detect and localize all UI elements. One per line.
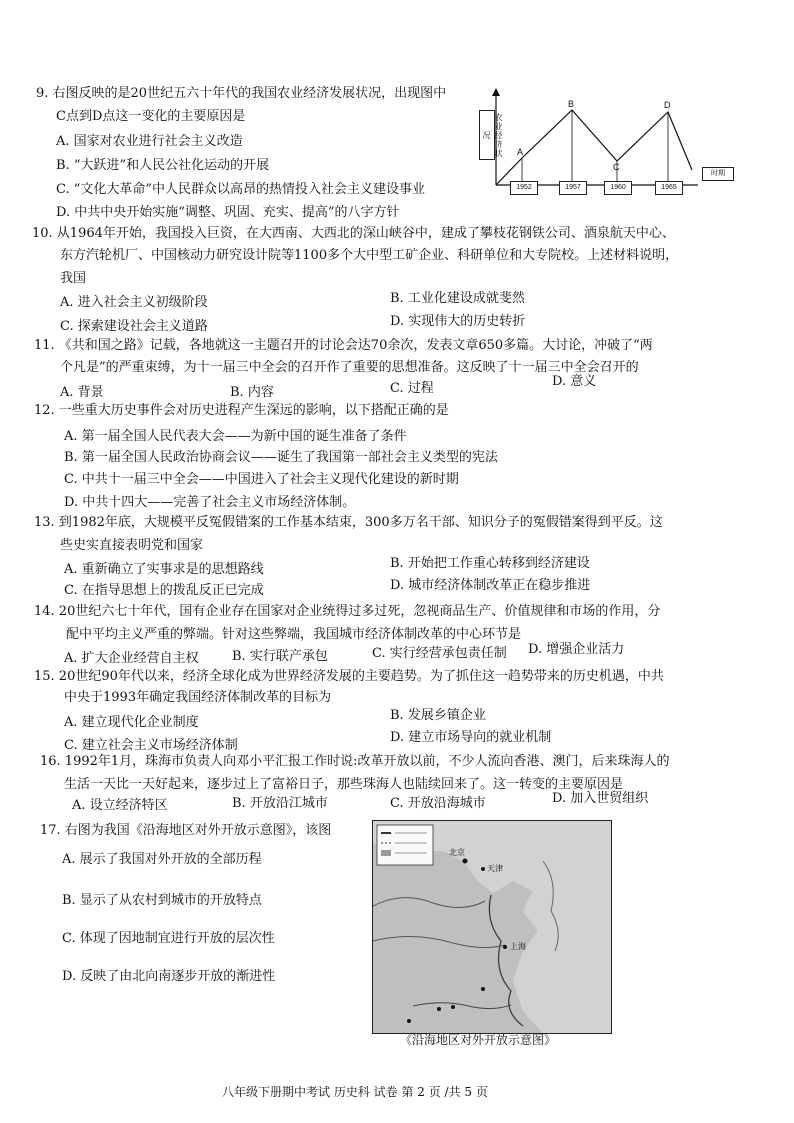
map-caption: 《沿海地区对外开放示意图》 bbox=[400, 1033, 557, 1047]
q14-option-b: B. 实行联产承包 bbox=[232, 649, 328, 664]
year-1952: 1952 bbox=[510, 181, 538, 195]
shenzhen-dot bbox=[451, 1005, 455, 1009]
q15-stem-line2: 中央于1993年确定我国经济体制改革的目标为 bbox=[64, 690, 332, 705]
map-legend bbox=[377, 825, 433, 865]
q11-stem-line1: 11. 《共和国之路》记载，各地就这一主题召开的讨论会达70余次，发表文章650多篇。大讨论，冲破了“两 bbox=[34, 338, 653, 353]
q9-stem-line1: 9. 右图反映的是20世纪五六十年代的我国农业经济发展状况，出现图中 bbox=[36, 86, 447, 101]
q16-stem-line2: 生活一天比一天好起来，逐步过上了富裕日子，那些珠海人也陆续回来了。这一转变的主要原因是 bbox=[64, 777, 624, 792]
y-axis-label: 农业经济状况 bbox=[482, 112, 503, 158]
q15-option-b: B. 发展乡镇企业 bbox=[390, 708, 486, 723]
legend-swatch bbox=[381, 850, 391, 856]
y-axis-arrow bbox=[492, 88, 500, 96]
map-svg bbox=[373, 821, 611, 1033]
q15-stem-line1: 15. 20世纪90年代以来，经济全球化成为世界经济发展的主要趋势。为了抓住这一趋势带来的历史机遇，中共 bbox=[34, 669, 664, 684]
q9-option-c: C. “文化大革命”中人民群众以高昂的热情投入社会主义建设事业 bbox=[56, 182, 426, 197]
year-1960: 1960 bbox=[604, 181, 632, 195]
q10-stem-line3: 我国 bbox=[60, 271, 87, 286]
q13-option-b: B. 开始把工作重心转移到经济建设 bbox=[390, 556, 590, 571]
q12-option-a: A. 第一届全国人民代表大会——为新中国的诞生准备了条件 bbox=[64, 429, 407, 444]
page-footer: 八年级下册期中考试 历史科 试卷 第 2 页 /共 5 页 bbox=[222, 1085, 488, 1099]
coastal-opening-map bbox=[372, 820, 612, 1034]
q15-option-d: D. 建立市场导向的就业机制 bbox=[390, 730, 552, 745]
q10-option-a: A. 进入社会主义初级阶段 bbox=[60, 295, 208, 310]
tianjin-dot bbox=[481, 867, 485, 871]
q9-stem-line2: C点到D点这一变化的主要原因是 bbox=[56, 109, 246, 124]
map-label-shanghai: 上海 bbox=[510, 942, 526, 951]
point-a-label: A bbox=[517, 147, 524, 157]
hainan-dot bbox=[407, 1019, 411, 1023]
q9-option-d: D. 中共中央开始实施“调整、巩固、充实、提高”的八字方针 bbox=[56, 205, 400, 220]
q9-line-chart bbox=[476, 88, 736, 210]
q11-option-a: A. 背景 bbox=[60, 385, 104, 400]
q13-option-c: C. 在指导思想上的拨乱反正已完成 bbox=[64, 583, 264, 598]
agri-trend-line bbox=[496, 110, 692, 185]
point-d-label: D bbox=[664, 100, 671, 110]
q17-stem: 17. 右图为我国《沿海地区对外开放示意图》，该图 bbox=[40, 823, 332, 838]
q13-option-a: A. 重新确立了实事求是的思想路线 bbox=[64, 562, 264, 577]
q12-option-b: B. 第一届全国人民政治协商会议——诞生了我国第一部社会主义类型的宪法 bbox=[64, 450, 498, 465]
q10-stem-line1: 10. 从1964年开始，我国投入巨资，在大西南、大西北的深山峡谷中，建成了攀枝花钢铁公司、酒泉航天中心、 bbox=[32, 226, 675, 241]
q9-option-a: A. 国家对农业进行社会主义改造 bbox=[56, 134, 243, 149]
q10-option-c: C. 探索建设社会主义道路 bbox=[60, 319, 208, 334]
year-1965: 1965 bbox=[655, 181, 683, 195]
q14-option-d: D. 增强企业活力 bbox=[528, 642, 625, 657]
q14-stem-line2: 配中平均主义严重的弊端。针对这些弊端，我国城市经济体制改革的中心环节是 bbox=[66, 627, 522, 642]
q17-option-d: D. 反映了由北向南逐步开放的渐进性 bbox=[62, 969, 276, 984]
beijing-dot bbox=[463, 859, 468, 864]
year-1957: 1957 bbox=[559, 181, 587, 195]
q16-option-b: B. 开放沿江城市 bbox=[232, 796, 328, 811]
q11-option-c: C. 过程 bbox=[390, 381, 434, 396]
map-label-beijing: 北京 bbox=[449, 848, 465, 857]
point-c-label: C bbox=[613, 162, 620, 172]
q11-option-b: B. 内容 bbox=[230, 385, 274, 400]
q14-option-a: A. 扩大企业经营自主权 bbox=[64, 651, 199, 666]
q16-stem-line1: 16. 1992年1月，珠海市负责人向邓小平汇报工作时说:改革开放以前，不少人流向香港、澳门，后来珠海人的 bbox=[40, 754, 670, 769]
q17-option-a: A. 展示了我国对外开放的全部历程 bbox=[62, 852, 262, 867]
zhuhai-dot bbox=[437, 1007, 441, 1011]
shanghai-dot bbox=[503, 945, 507, 949]
q13-option-d: D. 城市经济体制改革正在稳步推进 bbox=[390, 578, 591, 593]
q16-option-a: A. 设立经济特区 bbox=[72, 798, 168, 813]
q16-option-d: D. 加入世贸组织 bbox=[552, 791, 649, 806]
q17-option-b: B. 显示了从农村到城市的开放特点 bbox=[62, 893, 262, 908]
q11-stem-line2: 个凡是”的严重束缚，为十一届三中全会的召开作了重要的思想准备。这反映了十一届三中全会召开的 bbox=[60, 360, 639, 375]
y-axis-label-box bbox=[479, 110, 503, 160]
q15-option-c: C. 建立社会主义市场经济体制 bbox=[64, 738, 238, 753]
point-b-label: B bbox=[568, 99, 575, 109]
q12-option-d: D. 中共十四大——完善了社会主义市场经济体制。 bbox=[64, 495, 356, 510]
q17-option-c: C. 体现了因地制宜进行开放的层次性 bbox=[62, 931, 275, 946]
x-axis-label: 时期 bbox=[702, 167, 734, 181]
map-label-tianjin: 天津 bbox=[487, 864, 503, 873]
q13-stem-line2: 些史实直接表明党和国家 bbox=[60, 538, 204, 553]
q9-option-b: B. “大跃进”和人民公社化运动的开展 bbox=[56, 158, 270, 173]
q13-stem-line1: 13. 到1982年底，大规模平反冤假错案的工作基本结束，300多万名干部、知识分子的冤假错案得到平反。这 bbox=[34, 515, 663, 530]
q15-option-a: A. 建立现代化企业制度 bbox=[64, 715, 199, 730]
q10-option-d: D. 实现伟大的历史转折 bbox=[390, 314, 526, 329]
q14-option-c: C. 实行经营承包责任制 bbox=[372, 646, 507, 661]
q11-option-d: D. 意义 bbox=[552, 374, 597, 389]
q10-stem-line2: 东方汽轮机厂、中国核动力研究设计院等1100多个大中型工矿企业、科研单位和大专院校。上述材料说明， bbox=[60, 248, 679, 263]
q10-option-b: B. 工业化建设成就斐然 bbox=[390, 291, 525, 306]
xiamen-dot bbox=[481, 987, 485, 991]
q12-option-c: C. 中共十一届三中全会——中国进入了社会主义现代化建设的新时期 bbox=[64, 472, 459, 487]
q16-option-c: C. 开放沿海城市 bbox=[390, 796, 486, 811]
q12-stem: 12. 一些重大历史事件会对历史进程产生深远的影响，以下搭配正确的是 bbox=[34, 403, 449, 418]
q14-stem-line1: 14. 20世纪六七十年代，国有企业存在国家对企业统得过多过死，忽视商品生产、价值规律和市场的作用，分 bbox=[34, 604, 661, 619]
